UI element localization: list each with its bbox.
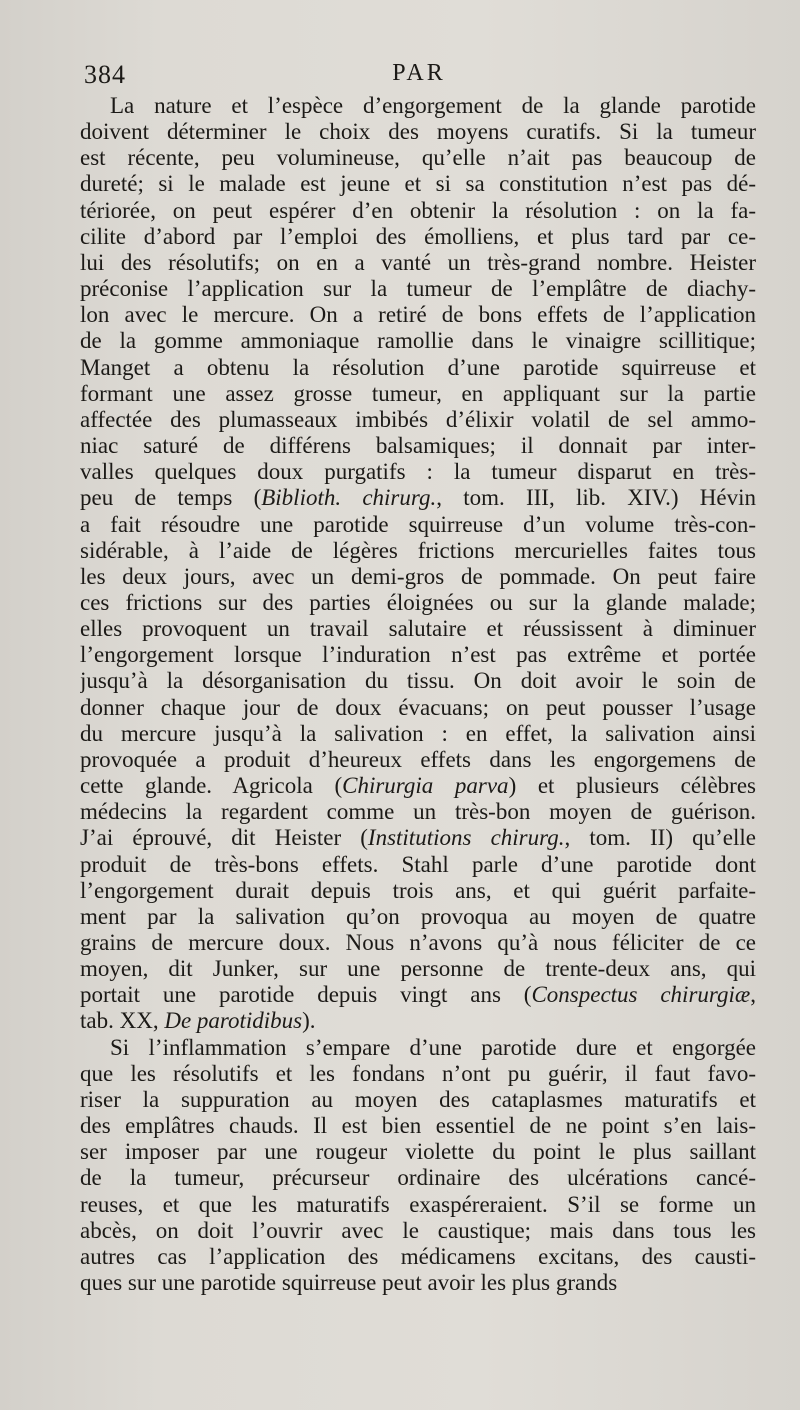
text-line: Manget a obtenu la résolution d’une parotide squirreuse et [80,354,756,380]
text-line: ser imposer par une rougeur violette du point le plus saillant [80,1139,756,1165]
text-line: est récente, peu volumineuse, qu’elle n’ait pas beaucoup de [80,145,756,171]
text-line: valles quelques doux purgatifs : la tumeur disparut en très- [80,459,756,485]
text-line: de la tumeur, précurseur ordinaire des ulcérations cancé- [80,1165,756,1191]
page-number: 384 [84,60,126,89]
text-line: l’engorgement durait depuis trois ans, et qui guérit parfaite- [80,877,756,903]
text-line: donner chaque jour de doux évacuans; on peut pousser l’usage [80,694,756,720]
text-line: lon avec le mercure. On a retiré de bons effets de l’application [80,302,756,328]
body-text [80,93,756,1296]
text-line: ces frictions sur des parties éloignées ou sur la glande malade; [80,589,756,615]
text-line: les deux jours, avec un demi-gros de pommade. On peut faire [80,563,756,589]
text-line: des emplâtres chauds. Il est bien essentiel de ne point s’en lais- [80,1113,756,1139]
running-head: PAR [392,60,446,86]
page-header [84,60,754,96]
text-line: J’ai éprouvé, dit Heister (Institutions chirurg., tom. II) qu’elle [80,825,756,851]
text-line: moyen, dit Junker, sur une personne de trente-deux ans, qui [80,956,756,982]
text-line: Si l’inflammation s’empare d’une parotide dure et engorgée [110,1034,756,1060]
text-line: ment par la salivation qu’on provoqua au moyen de quatre [80,903,756,929]
text-line: formant une assez grosse tumeur, en appliquant sur la partie [80,380,756,406]
text-line: elles provoquent un travail salutaire et réussissent à diminuer [80,616,756,642]
text-line: l’engorgement lorsque l’induration n’est pas extrême et portée [80,642,756,668]
text-line: préconise l’application sur la tumeur de l’emplâtre de diachy- [80,276,756,302]
text-line: niac saturé de différens balsamiques; il donnait par inter- [80,433,756,459]
text-line: jusqu’à la désorganisation du tissu. On doit avoir le soin de [80,668,756,694]
text-line: riser la suppuration au moyen des cataplasmes maturatifs et [80,1086,756,1112]
text-line: médecins la regardent comme un très-bon moyen de guérison. [80,799,756,825]
text-line: doivent déterminer le choix des moyens curatifs. Si la tumeur [80,119,756,145]
text-line: portait une parotide depuis vingt ans (Conspectus chirurgiæ, [80,982,756,1008]
text-line: autres cas l’application des médicamens excitans, des causti- [80,1243,756,1269]
text-line: cette glande. Agricola (Chirurgia parva) et plusieurs célèbres [80,773,756,799]
text-line: du mercure jusqu’à la salivation : en effet, la salivation ainsi [80,720,756,746]
text-line: a fait résoudre une parotide squirreuse d’un volume très-con- [80,511,756,537]
text-line: que les résolutifs et les fondans n’ont pu guérir, il faut favo- [80,1060,756,1086]
text-line: dureté; si le malade est jeune et si sa constitution n’est pas dé- [80,171,756,197]
text-line: ques sur une parotide squirreuse peut avoir les plus grands [80,1270,618,1296]
text-line: sidérable, à l’aide de légères frictions mercurielles faites tous [80,537,756,563]
text-line: tériorée, on peut espérer d’en obtenir la résolution : on la fa- [80,197,756,223]
text-line: produit de très-bons effets. Stahl parle d’une parotide dont [80,851,756,877]
text-line: abcès, on doit l’ouvrir avec le caustique; mais dans tous les [80,1217,756,1243]
text-line: de la gomme ammoniaque ramollie dans le vinaigre scillitique; [80,328,756,354]
text-line: La nature et l’espèce d’engorgement de la glande parotide [110,93,756,118]
text-line: peu de temps (Biblioth. chirurg., tom. III, lib. XIV.) Hévin [80,485,756,511]
text-line: reuses, et que les maturatifs exaspéreraient. S’il se forme un [80,1191,756,1217]
text-line: affectée des plumasseaux imbibés d’élixir volatil de sel ammo- [80,406,756,432]
text-line: lui des résolutifs; on en a vanté un très-grand nombre. Heister [80,249,756,275]
text-line: provoquée a produit d’heureux effets dans les engorgemens de [80,746,756,772]
text-line: tab. XX, De parotidibus). [80,1008,316,1034]
text-line: grains de mercure doux. Nous n’avons qu’à nous féliciter de ce [80,930,756,955]
text-line: cilite d’abord par l’emploi des émolliens, et plus tard par ce- [80,223,756,249]
